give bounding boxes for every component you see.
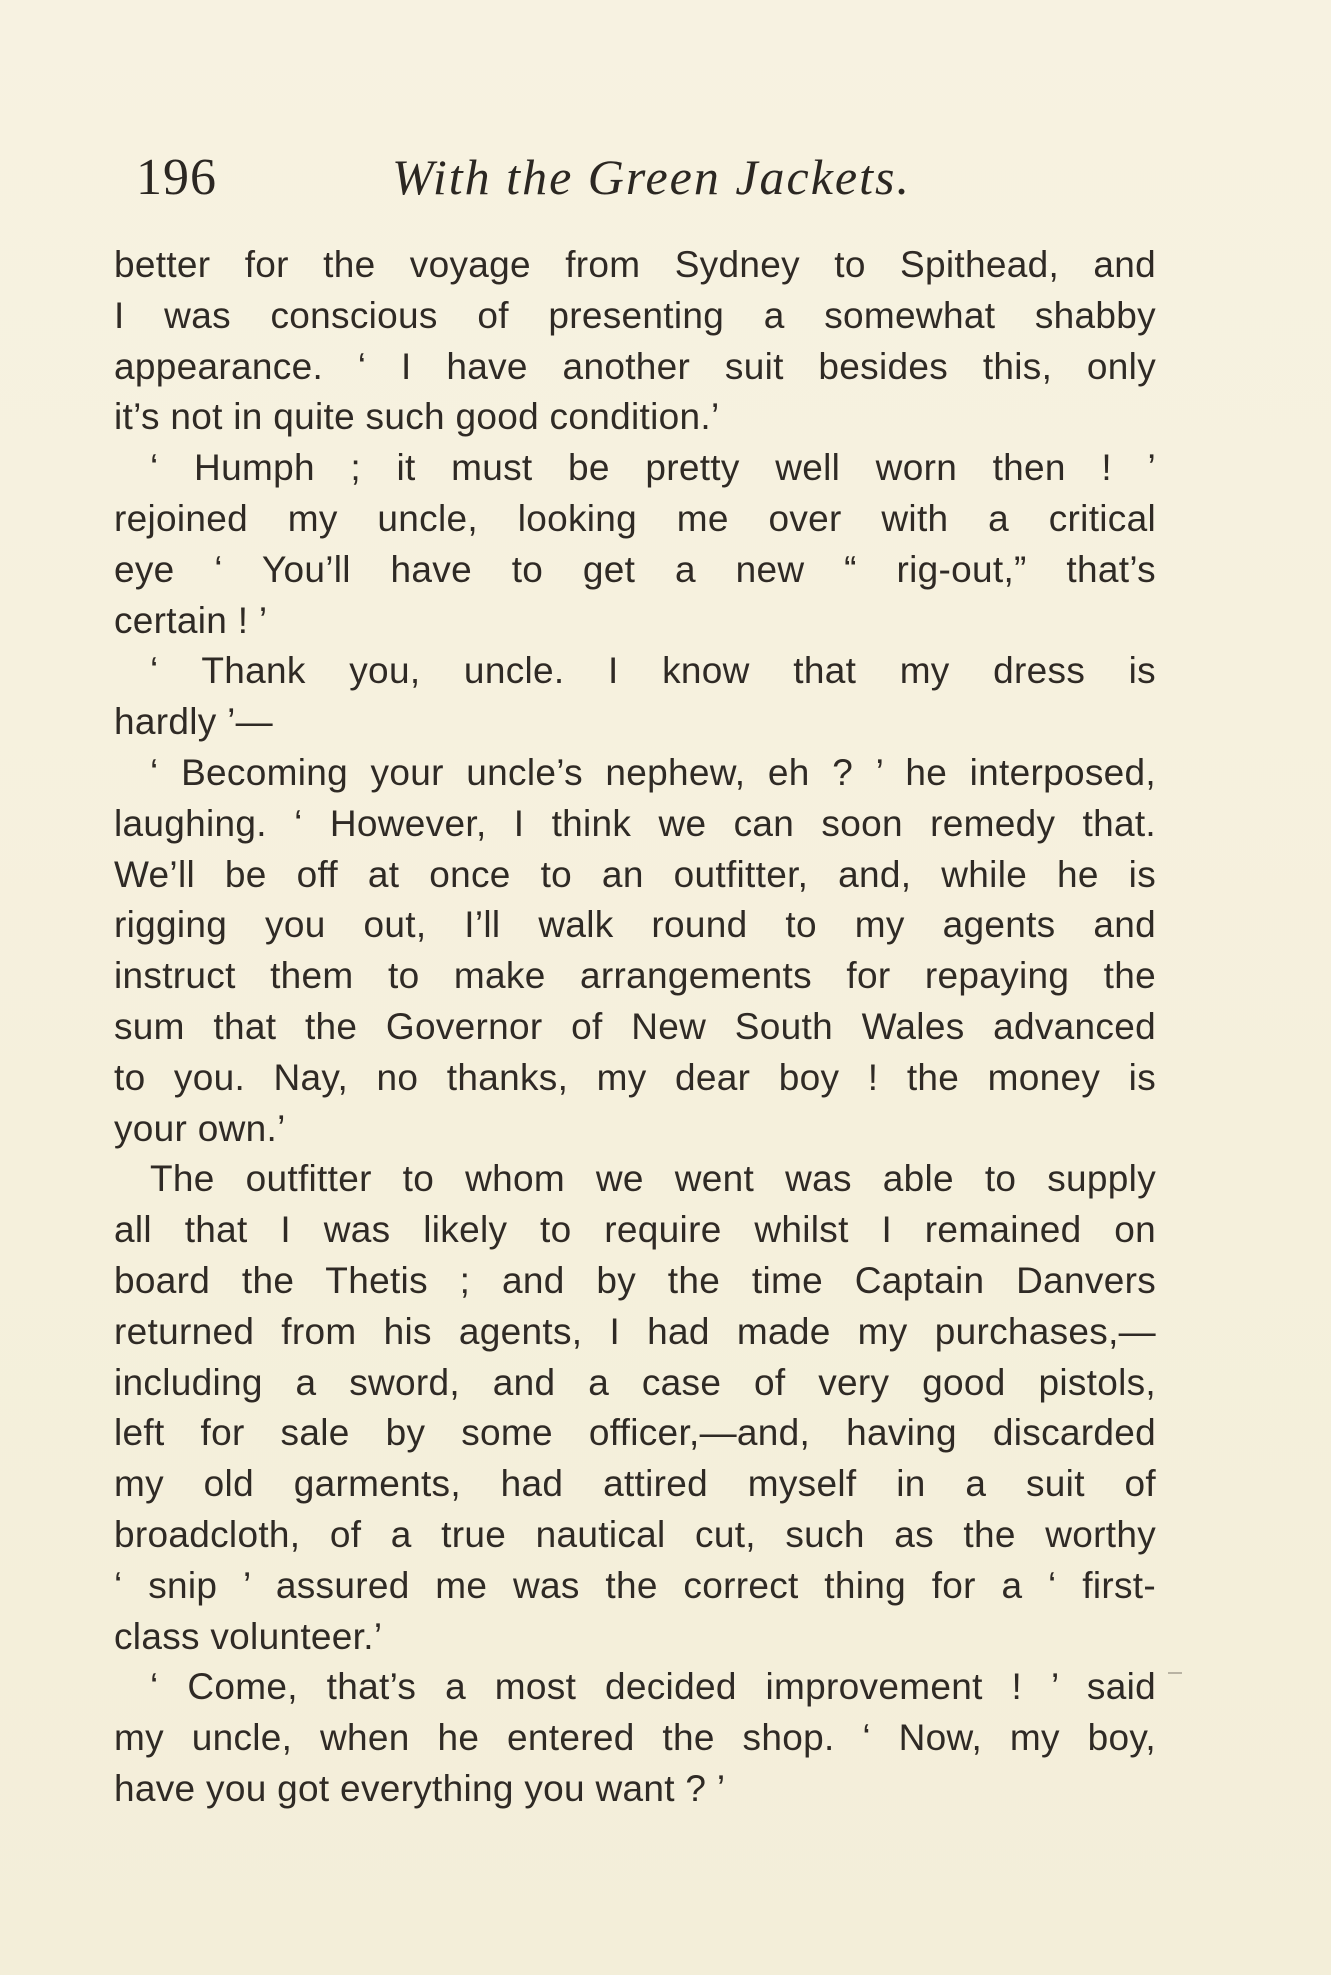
text-line: to you. Nay, no thanks, my dear boy ! the money is bbox=[114, 1056, 1156, 1098]
text-line: class volunteer.’ bbox=[114, 1615, 383, 1657]
text-line: returned from his agents, I had made my purchases,— bbox=[114, 1310, 1156, 1352]
text-line: ‘ Thank you, uncle. I know that my dress is bbox=[150, 650, 1156, 692]
text-line: better for the voyage from Sydney to Spithead, and bbox=[114, 244, 1156, 285]
text-line: The outfitter to whom we went was able to supply bbox=[150, 1158, 1156, 1200]
text-line: I was conscious of presenting a somewhat shabby bbox=[114, 294, 1156, 336]
text-line: all that I was likely to require whilst I remained on bbox=[114, 1209, 1156, 1251]
text-line: ‘ Come, that’s a most decided improvement ! ’ said bbox=[150, 1666, 1156, 1708]
text-line: have you got everything you want ? ’ bbox=[114, 1767, 726, 1809]
text-line: rigging you out, I’ll walk round to my agents and bbox=[114, 904, 1156, 946]
text-line: instruct them to make arrangements for repaying the bbox=[114, 955, 1156, 997]
body-text bbox=[114, 240, 1156, 1815]
text-line: my uncle, when he entered the shop. ‘ Now, my boy, bbox=[114, 1717, 1156, 1759]
text-line: ‘ Becoming your uncle’s nephew, eh ? ’ he interposed, bbox=[150, 751, 1156, 793]
text-line: it’s not in quite such good condition.’ bbox=[114, 396, 720, 438]
text-line: eye ‘ You’ll have to get a new “ rig-out,” that’s bbox=[114, 548, 1156, 590]
text-line: board the Thetis ; and by the time Captain Danvers bbox=[114, 1259, 1156, 1301]
text-line: your own.’ bbox=[114, 1107, 286, 1149]
text-line: left for sale by some officer,—and, having discarded bbox=[114, 1412, 1156, 1454]
text-line: ‘ Humph ; it must be pretty well worn then ! ’ bbox=[150, 447, 1156, 489]
text-line: including a sword, and a case of very good pistols, bbox=[114, 1361, 1156, 1403]
text-line: laughing. ‘ However, I think we can soon remedy that. bbox=[114, 802, 1156, 844]
text-line: We’ll be off at once to an outfitter, and, while he is bbox=[114, 853, 1156, 895]
text-line: certain ! ’ bbox=[114, 599, 268, 641]
text-line: my old garments, had attired myself in a suit of bbox=[114, 1463, 1156, 1505]
text-line: rejoined my uncle, looking me over with a critical bbox=[114, 497, 1156, 539]
text-line: appearance. ‘ I have another suit besides this, only bbox=[114, 345, 1156, 387]
margin-mark bbox=[1168, 1672, 1182, 1674]
text-line: ‘ snip ’ assured me was the correct thing for a ‘ first- bbox=[114, 1564, 1156, 1606]
running-title: With the Green Jackets. bbox=[392, 149, 911, 205]
page-header bbox=[136, 148, 916, 218]
text-line: hardly ’— bbox=[114, 701, 273, 743]
text-line: sum that the Governor of New South Wales advanced bbox=[114, 1005, 1156, 1047]
text-line: broadcloth, of a true nautical cut, such as the worthy bbox=[114, 1513, 1156, 1555]
page-number: 196 bbox=[136, 149, 217, 206]
